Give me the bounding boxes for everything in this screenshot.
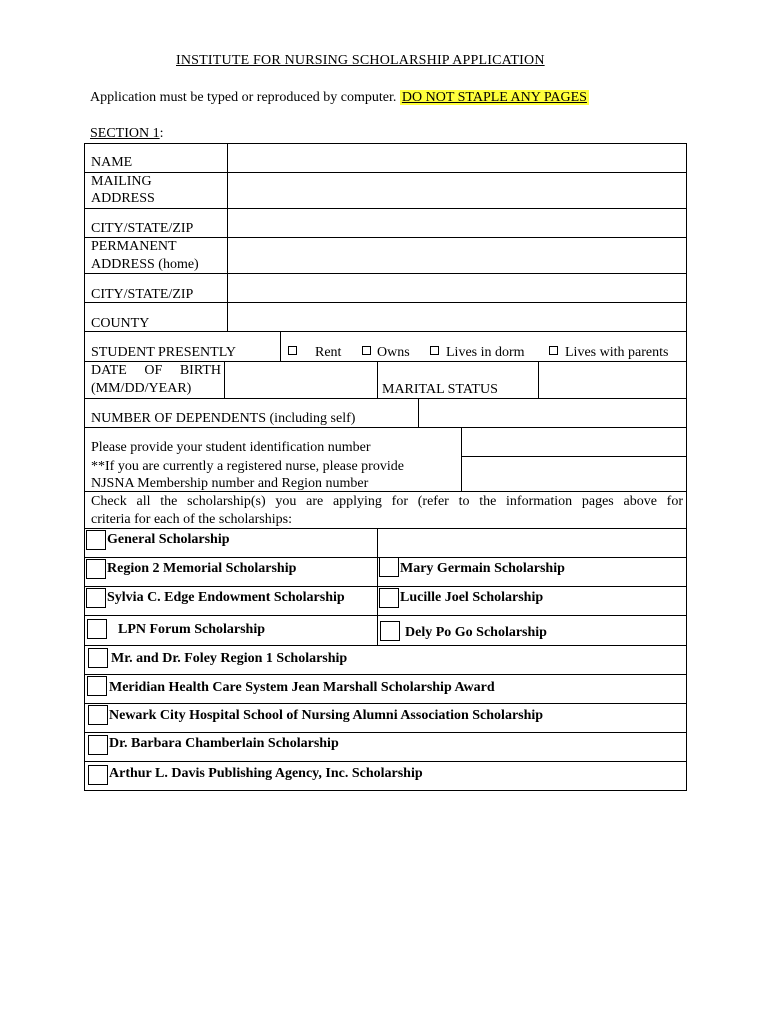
owns-checkbox[interactable]: [362, 346, 371, 355]
intro-text: Application must be typed or reproduced by computer.: [90, 90, 397, 105]
permanent-city-state-zip-input[interactable]: [228, 274, 686, 302]
sylvia-edge-label: Sylvia C. Edge Endowment Scholarship: [107, 590, 345, 605]
row-line: [84, 761, 687, 762]
row-line: [84, 790, 687, 791]
row-line: [84, 732, 687, 733]
section-suffix: :: [159, 126, 164, 141]
dely-po-go-checkbox[interactable]: [380, 621, 400, 641]
row-line: [84, 331, 687, 332]
mailing-label-1: MAILING: [91, 174, 152, 189]
check-instructions-1: Check all the scholarship(s) you are applying for (refer to the information pages above for: [91, 494, 683, 509]
mailing-address-input[interactable]: [228, 173, 686, 208]
newark-label: Newark City Hospital School of Nursing Alumni Association Scholarship: [109, 708, 544, 723]
dorm-checkbox[interactable]: [430, 346, 439, 355]
rent-label: Rent: [315, 345, 342, 360]
permanent-label-1: PERMANENT: [91, 239, 177, 254]
parents-checkbox[interactable]: [549, 346, 558, 355]
city-state-zip-label: CITY/STATE/ZIP: [91, 221, 194, 236]
permanent-label-2: ADDRESS (home): [91, 257, 199, 272]
barbara-chamberlain-checkbox[interactable]: [88, 735, 108, 755]
check-instructions-2: criteria for each of the scholarships:: [91, 512, 292, 527]
lpn-forum-checkbox[interactable]: [87, 619, 107, 639]
row-line: [84, 674, 687, 675]
dob-label-2: (MM/DD/YEAR): [91, 381, 192, 396]
arthur-davis-checkbox[interactable]: [88, 765, 108, 785]
lucille-joel-checkbox[interactable]: [379, 588, 399, 608]
permanent-address-input[interactable]: [228, 238, 686, 273]
table-border-right: [686, 143, 687, 791]
marital-status-input[interactable]: [539, 362, 686, 398]
region2-scholarship-label: Region 2 Memorial Scholarship: [107, 561, 297, 576]
marital-status-label: MARITAL STATUS: [382, 382, 498, 397]
foley-checkbox[interactable]: [88, 648, 108, 668]
rn-label-1: **If you are currently a registered nurse, please provide: [91, 459, 404, 474]
intro-line: [90, 89, 589, 106]
table-border-left: [84, 143, 85, 791]
student-presently-label: STUDENT PRESENTLY: [91, 345, 236, 360]
mailing-label-2: ADDRESS: [91, 191, 155, 206]
lpn-forum-label: LPN Forum Scholarship: [118, 622, 266, 637]
section-heading: [90, 125, 164, 142]
dob-label-1: DATE OF BIRTH: [91, 363, 221, 378]
date-of-birth-input[interactable]: [225, 362, 377, 398]
mary-germain-checkbox[interactable]: [379, 557, 399, 577]
dorm-label: Lives in dorm: [446, 345, 525, 360]
staple-warning: DO NOT STAPLE ANY PAGES: [401, 90, 587, 105]
row-line: [84, 703, 687, 704]
lucille-joel-label: Lucille Joel Scholarship: [400, 590, 544, 605]
dependents-input[interactable]: [419, 399, 686, 427]
county-input[interactable]: [228, 303, 686, 331]
row-line: [84, 615, 687, 616]
dely-po-go-label: Dely Po Go Scholarship: [405, 625, 547, 640]
name-label: NAME: [91, 155, 133, 170]
newark-checkbox[interactable]: [88, 705, 108, 725]
section-label: SECTION 1: [90, 126, 160, 141]
mary-germain-label: Mary Germain Scholarship: [400, 561, 565, 576]
rn-label-2: NJSNA Membership number and Region number: [91, 476, 369, 491]
njsna-number-input[interactable]: [462, 457, 686, 491]
parents-label: Lives with parents: [565, 345, 669, 360]
form-title: INSTITUTE FOR NURSING SCHOLARSHIP APPLICATION: [176, 53, 545, 68]
general-scholarship-checkbox[interactable]: [86, 530, 106, 550]
region2-scholarship-checkbox[interactable]: [86, 559, 106, 579]
dependents-label: NUMBER OF DEPENDENTS (including self): [91, 411, 356, 426]
meridian-label: Meridian Health Care System Jean Marshall Scholarship Award: [109, 680, 495, 695]
rent-checkbox[interactable]: [288, 346, 297, 355]
owns-label: Owns: [377, 345, 410, 360]
student-id-input[interactable]: [462, 428, 686, 456]
col-line: [377, 528, 378, 645]
barbara-chamberlain-label: Dr. Barbara Chamberlain Scholarship: [109, 736, 339, 751]
row-line: [84, 528, 687, 529]
sylvia-edge-checkbox[interactable]: [86, 588, 106, 608]
foley-label: Mr. and Dr. Foley Region 1 Scholarship: [111, 651, 348, 666]
row-line: [84, 645, 687, 646]
county-label: COUNTY: [91, 316, 150, 331]
row-line: [84, 586, 687, 587]
permanent-city-label: CITY/STATE/ZIP: [91, 287, 194, 302]
general-scholarship-label: General Scholarship: [107, 532, 230, 547]
arthur-davis-label: Arthur L. Davis Publishing Agency, Inc. Scholarship: [109, 766, 423, 781]
col-line: [280, 331, 281, 361]
name-input[interactable]: [228, 144, 686, 172]
col-line: [377, 361, 378, 398]
student-id-label: Please provide your student identification number: [91, 440, 371, 455]
meridian-checkbox[interactable]: [87, 676, 107, 696]
city-state-zip-input[interactable]: [228, 209, 686, 237]
